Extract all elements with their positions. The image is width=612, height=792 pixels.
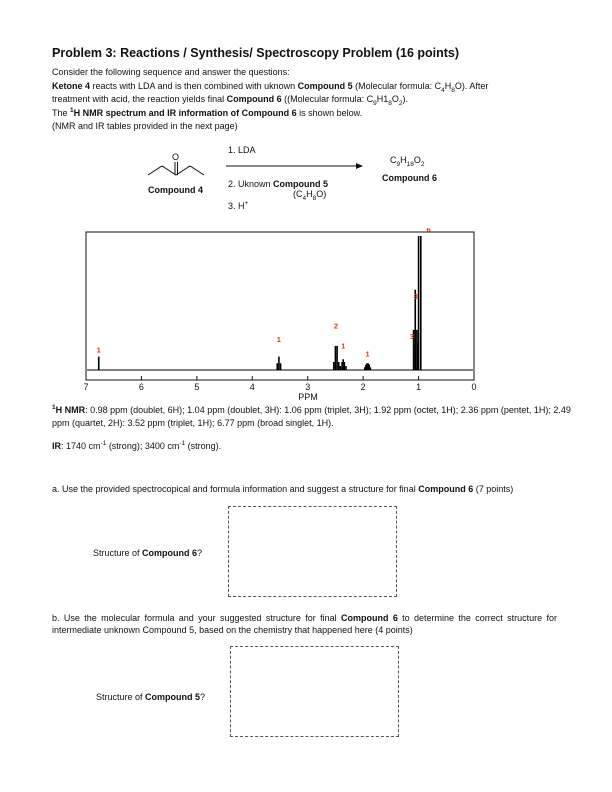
peak-integration-label: 3 xyxy=(409,332,415,342)
peak-integration-label: 6 xyxy=(426,228,431,234)
peak-integration-label: 2 xyxy=(333,321,339,331)
oxygen-atom-label: O xyxy=(172,152,180,162)
peak-integration-label: 1 xyxy=(365,349,370,359)
intro-text xyxy=(52,66,572,134)
question-a-prompt: Structure of Compound 6? xyxy=(93,548,203,558)
x-tick-label: 0 xyxy=(471,382,477,392)
x-axis-label: PPM xyxy=(298,392,318,402)
x-tick-label: 7 xyxy=(83,382,89,392)
answer-box-compound-6[interactable] xyxy=(228,506,397,597)
intro-line-3: treatment with acid, the reaction yields final Compound 6 ((Molecular formula: $C_9H1_8O_2$). xyxy=(52,94,409,107)
compound-4-label: Compound 4 xyxy=(148,185,203,195)
reaction-arrow xyxy=(226,161,366,171)
problem-title: Problem 3: Reactions / Synthesis/ Spectroscopy Problem (16 points) xyxy=(52,46,460,60)
reagent-step-2-formula: $(C_4H_8O)$ xyxy=(293,189,327,202)
x-tick-label: 6 xyxy=(138,382,144,392)
ketone-4-structure xyxy=(140,145,220,190)
peak-integration-label: 1 xyxy=(341,341,346,351)
reagent-step-3: 3. H+ xyxy=(228,200,249,211)
reagent-step-2: 2. Uknown Compound 5 xyxy=(228,179,329,189)
x-tick-label: 3 xyxy=(305,382,311,392)
ir-data-text: IR: 1740 $cm^{-1}$ (strong); 3400 $cm^{-1}$ (strong). xyxy=(52,440,222,451)
peak-integration-label: 1 xyxy=(276,334,281,344)
question-a-text: a. Use the provided spectrocopical and formula information and suggest a structure for final Compound 6 (7 points) xyxy=(52,484,514,494)
question-b-prompt: Structure of Compound 5? xyxy=(96,692,206,702)
x-tick-label: 5 xyxy=(194,382,200,392)
compound-6-label: Compound 6 xyxy=(382,173,437,183)
answer-box-compound-5[interactable] xyxy=(230,646,399,737)
x-tick-label: 1 xyxy=(416,382,422,392)
x-tick-label: 2 xyxy=(360,382,366,392)
question-b-text: b. Use the molecular formula and your suggested structure for final Compound 6 to determine the correct structure for intermediate unknown Compound 5, based on the chemistry that happened here (4 points) xyxy=(52,613,557,635)
peak-integration-label: 3 xyxy=(413,292,418,301)
peak-integration-label: 1 xyxy=(96,345,101,355)
intro-line-4: The $^1$H NMR spectrum and IR information of Compound 6 is shown below. xyxy=(52,106,363,118)
x-tick-label: 4 xyxy=(249,382,255,392)
nmr-data-text: $^1$H NMR: 0.98 ppm (doublet, 6H); 1.04 ppm (doublet, 3H): 1.06 ppm (triplet, 3H); 1.92 ppm (octet, 1H); 2.36 ppm (pentet, 1H); 2.49 ppm (quartet, 2H): 3.52 ppm (triplet, 1H); 6.77 ppm (broad singlet, 1H). xyxy=(52,404,571,428)
intro-line-5: (NMR and IR tables provided in the next page) xyxy=(52,121,238,131)
reagent-step-1: 1. LDA xyxy=(228,145,256,155)
intro-line-2: Ketone 4 reacts with LDA and is then combined with uknown Compound 5 (Molecular formula: $C_4H_8O$). After xyxy=(52,80,489,94)
intro-line-1: Consider the following sequence and answer the questions: xyxy=(52,67,290,77)
compound-6-formula: $C_9H_{18}O_2$ xyxy=(390,155,425,168)
nmr-spectrum-chart xyxy=(80,228,490,404)
